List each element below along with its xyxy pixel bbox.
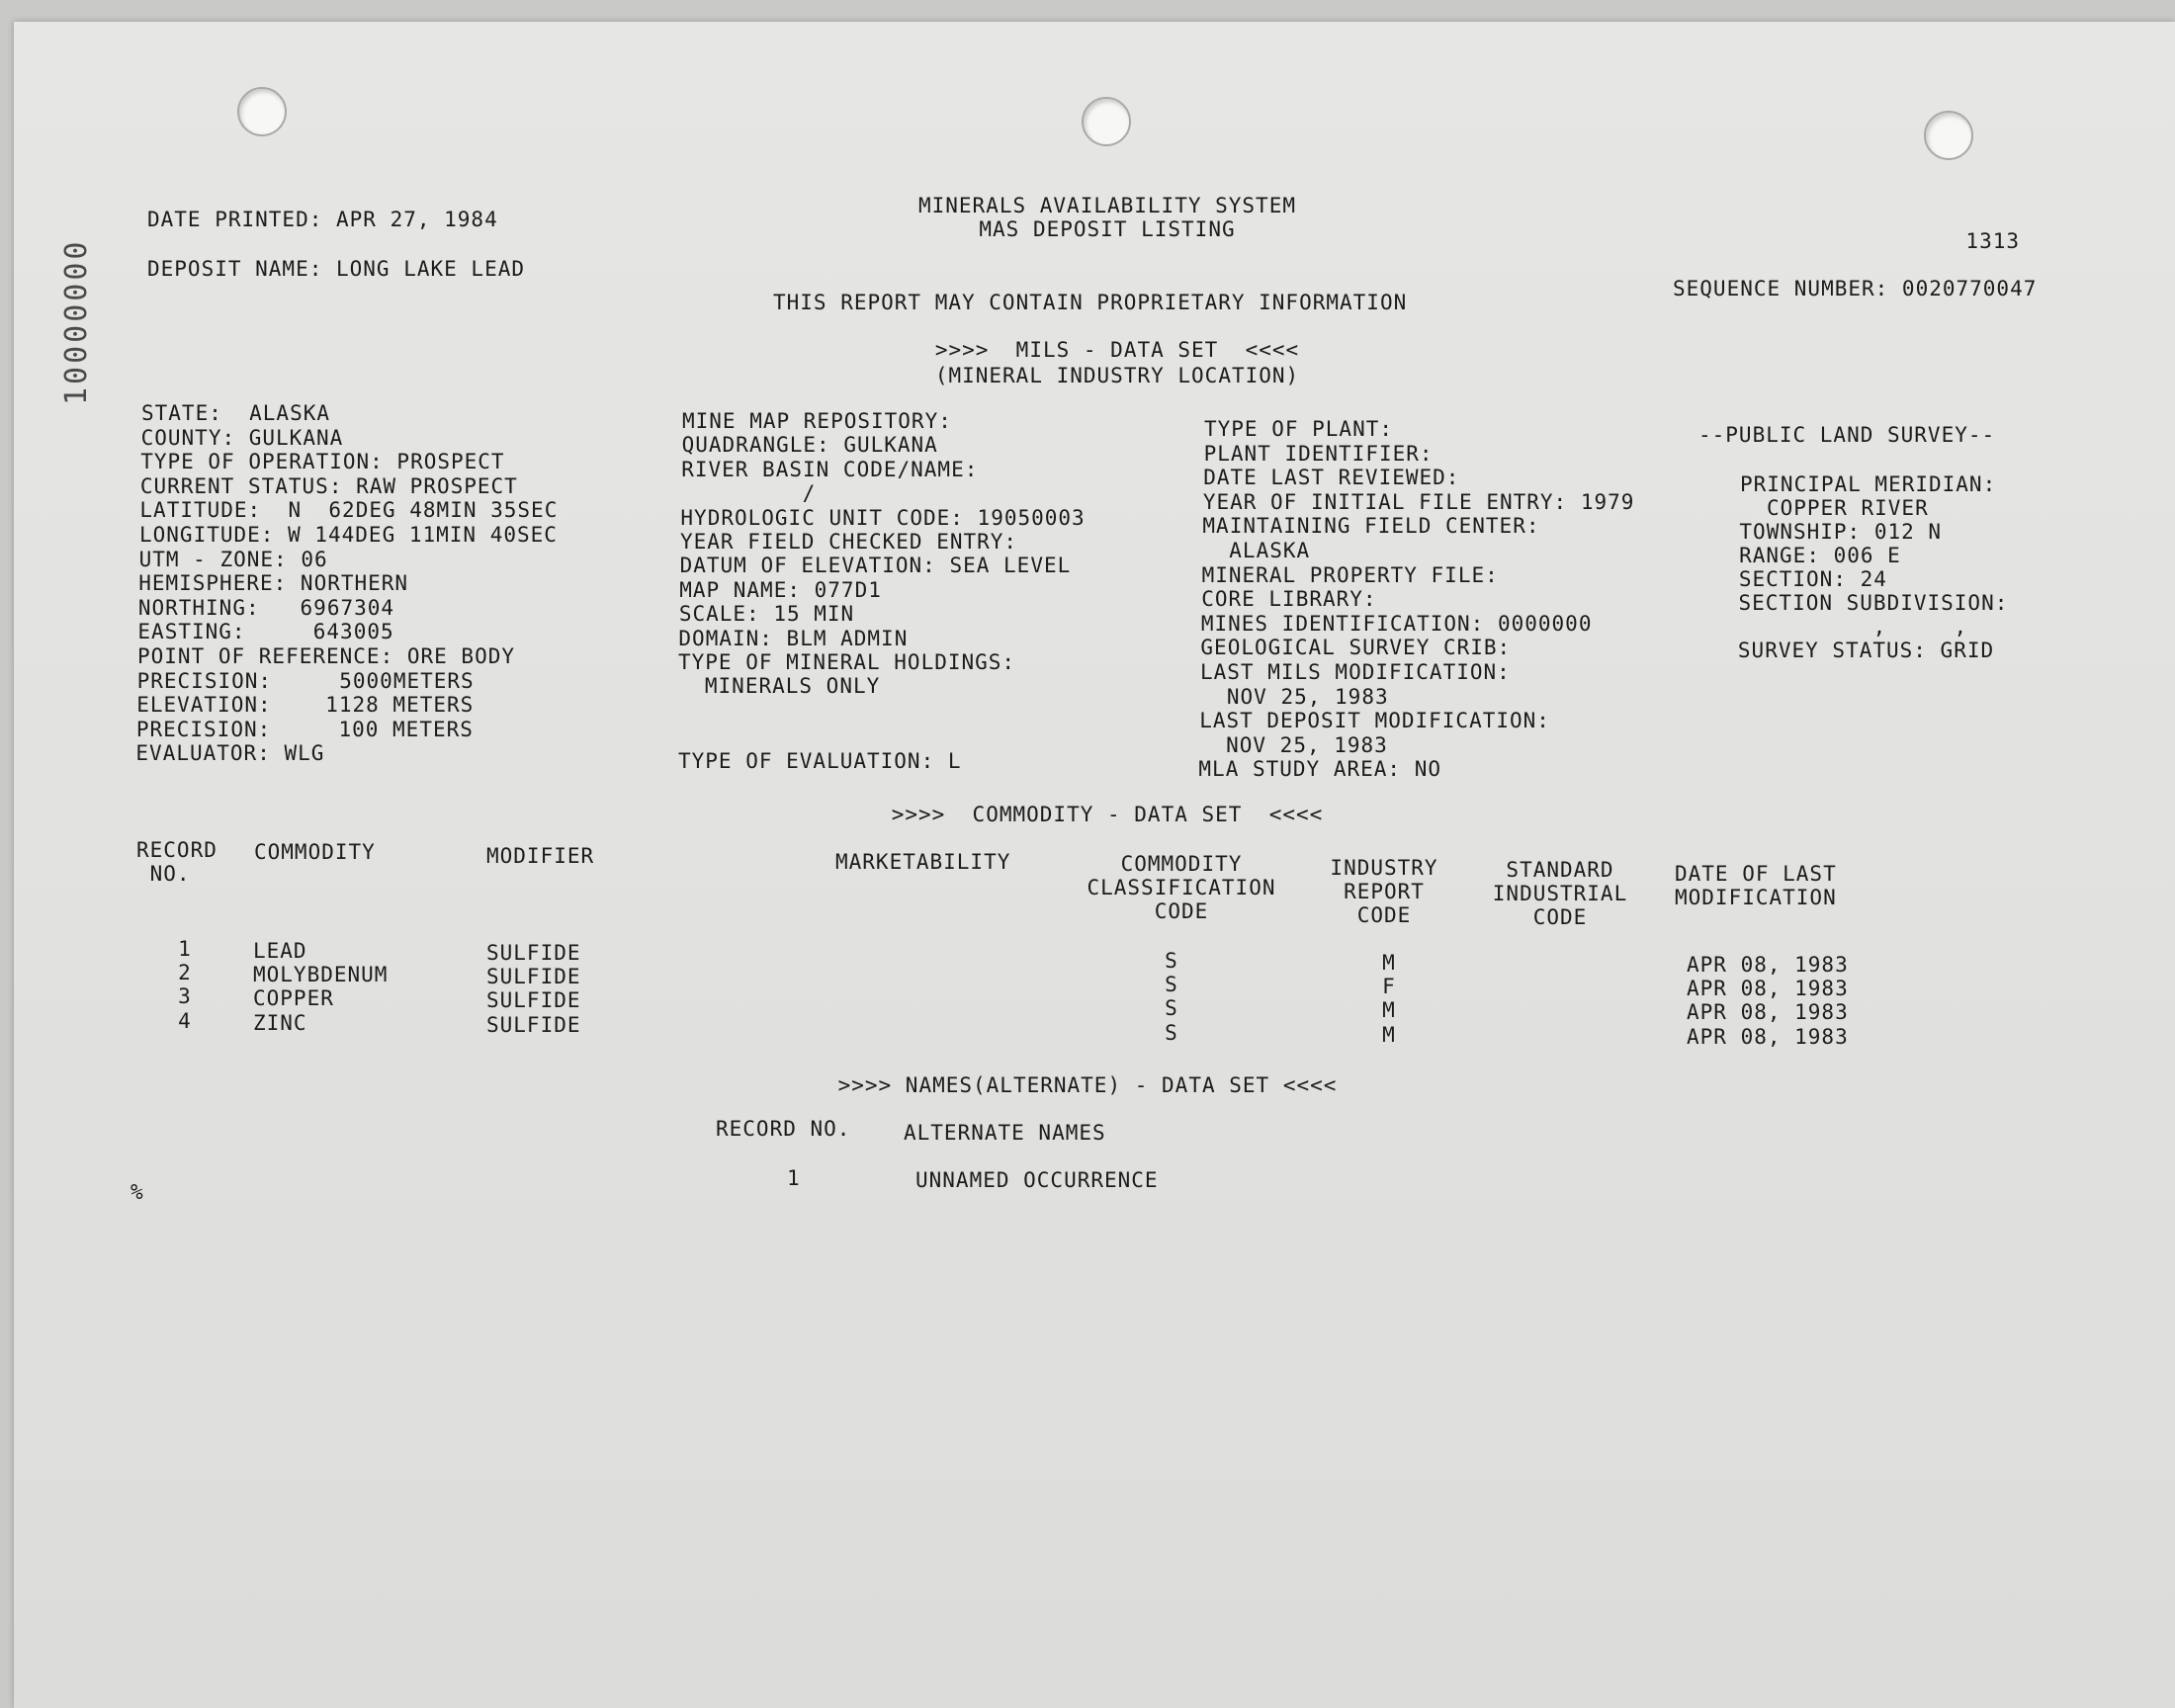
location-field: COUNTY: GULKANA <box>140 425 344 450</box>
commodity-cell: ZINC <box>253 1010 307 1035</box>
map-field: YEAR FIELD CHECKED ENTRY: <box>680 530 1018 554</box>
land-survey-field: PRINCIPAL MERIDIAN: <box>1740 472 1997 496</box>
land-survey-field: SECTION: 24 <box>1738 567 1887 591</box>
file-field: MAINTAINING FIELD CENTER: <box>1202 514 1540 539</box>
file-field: GEOLOGICAL SURVEY CRIB: <box>1200 636 1512 660</box>
map-field: DOMAIN: BLM ADMIN <box>678 626 909 650</box>
edge-code: 10000000 <box>59 238 94 405</box>
classification-cell: S <box>1165 1020 1178 1045</box>
commodity-cell: LEAD <box>253 939 307 963</box>
industry-report-cell: F <box>1382 975 1396 999</box>
map-field: RIVER BASIN CODE/NAME: <box>681 457 979 481</box>
file-field: ALASKA <box>1202 539 1311 562</box>
page-number: 1313 <box>1965 229 2020 253</box>
map-field: QUADRANGLE: GULKANA <box>681 433 938 458</box>
location-field: LATITUDE: N 62DEG 48MIN 35SEC <box>139 498 559 523</box>
footer-mark: % <box>130 1180 144 1204</box>
file-field: LAST MILS MODIFICATION: <box>1200 660 1511 684</box>
listing-title: MAS DEPOSIT LISTING <box>979 217 1236 241</box>
header-commodity: COMMODITY <box>254 840 376 864</box>
header-industry-report: INDUSTRY REPORT CODE <box>1330 856 1438 927</box>
date-last-mod-cell: APR 08, 1983 <box>1687 1024 1849 1049</box>
proprietary-notice: THIS REPORT MAY CONTAIN PROPRIETARY INFORMATION <box>773 291 1408 314</box>
deposit-name: DEPOSIT NAME: LONG LAKE LEAD <box>147 257 526 281</box>
mils-subheading: (MINERAL INDUSTRY LOCATION) <box>934 364 1300 387</box>
location-field: EVALUATOR: WLG <box>135 741 325 766</box>
commodity-cell: COPPER <box>253 986 334 1011</box>
map-field: TYPE OF MINERAL HOLDINGS: <box>678 650 1016 674</box>
location-field: TYPE OF OPERATION: PROSPECT <box>140 450 505 474</box>
land-survey-heading: --PUBLIC LAND SURVEY-- <box>1698 423 1996 447</box>
punch-hole <box>1082 97 1131 146</box>
system-title: MINERALS AVAILABILITY SYSTEM <box>917 194 1296 217</box>
mils-heading: >>>> MILS - DATA SET <<<< <box>934 338 1300 362</box>
header-classification: COMMODITY CLASSIFICATION CODE <box>1087 852 1276 923</box>
location-field: NORTHING: 6967304 <box>137 595 395 620</box>
map-field: MINERALS ONLY <box>677 674 881 699</box>
location-field: CURRENT STATUS: RAW PROSPECT <box>139 473 518 498</box>
commodity-cell: MOLYBDENUM <box>253 963 389 987</box>
location-field: ELEVATION: 1128 METERS <box>136 693 475 718</box>
names-header-record: RECORD NO. <box>716 1117 851 1141</box>
file-field: MLA STUDY AREA: NO <box>1198 757 1441 782</box>
modifier-cell: SULFIDE <box>486 988 581 1013</box>
header-sic: STANDARD INDUSTRIAL CODE <box>1492 858 1628 929</box>
alternate-name-cell: UNNAMED OCCURRENCE <box>915 1168 1159 1192</box>
punch-hole <box>237 87 287 136</box>
header-date-last-mod: DATE OF LAST MODIFICATION <box>1675 862 1837 909</box>
record-no-cell: 1 <box>178 937 192 961</box>
land-survey-field: RANGE: 006 E <box>1739 544 1901 567</box>
classification-cell: S <box>1165 949 1178 973</box>
type-of-evaluation: TYPE OF EVALUATION: L <box>678 749 962 773</box>
names-header-alternate: ALTERNATE NAMES <box>904 1121 1106 1145</box>
modifier-cell: SULFIDE <box>486 1012 581 1037</box>
file-field: TYPE OF PLANT: <box>1204 417 1394 441</box>
land-survey-field: TOWNSHIP: 012 N <box>1739 520 1943 544</box>
header-marketability: MARKETABILITY <box>835 850 1011 874</box>
modifier-cell: SULFIDE <box>486 965 581 989</box>
date-printed: DATE PRINTED: APR 27, 1984 <box>147 208 498 231</box>
map-field: MAP NAME: 077D1 <box>679 577 882 602</box>
file-field: PLANT IDENTIFIER: <box>1203 441 1434 466</box>
names-heading: >>>> NAMES(ALTERNATE) - DATA SET <<<< <box>837 1073 1338 1097</box>
map-field: DATUM OF ELEVATION: SEA LEVEL <box>679 554 1072 578</box>
date-last-mod-cell: APR 08, 1983 <box>1687 977 1849 1001</box>
record-no-cell: 4 <box>178 1008 192 1033</box>
record-no-cell: 3 <box>178 984 192 1009</box>
file-field: LAST DEPOSIT MODIFICATION: <box>1199 709 1550 733</box>
file-field: CORE LIBRARY: <box>1201 587 1377 612</box>
date-last-mod-cell: APR 08, 1983 <box>1687 953 1849 977</box>
location-field: EASTING: 643005 <box>137 620 394 644</box>
location-field: POINT OF REFERENCE: ORE BODY <box>137 644 516 668</box>
record-no-cell: 2 <box>178 961 192 985</box>
land-survey-field: SECTION SUBDIVISION: <box>1738 591 2009 615</box>
classification-cell: S <box>1165 996 1178 1021</box>
file-field: NOV 25, 1983 <box>1198 732 1388 757</box>
file-field: YEAR OF INITIAL FILE ENTRY: 1979 <box>1202 489 1635 514</box>
location-field: LONGITUDE: W 144DEG 11MIN 40SEC <box>139 523 558 547</box>
map-field: HYDROLOGIC UNIT CODE: 19050003 <box>680 505 1086 530</box>
punch-hole <box>1924 111 1973 160</box>
map-field: MINE MAP REPOSITORY: <box>682 409 952 433</box>
land-survey-field: SURVEY STATUS: GRID <box>1737 639 1995 662</box>
location-field: PRECISION: 5000METERS <box>136 668 475 693</box>
file-field: MINES IDENTIFICATION: 0000000 <box>1200 611 1593 636</box>
classification-cell: S <box>1165 973 1178 997</box>
date-last-mod-cell: APR 08, 1983 <box>1687 1000 1849 1025</box>
land-survey-field: COPPER RIVER <box>1739 496 1929 520</box>
file-field: MINERAL PROPERTY FILE: <box>1201 562 1499 587</box>
modifier-cell: SULFIDE <box>486 941 581 965</box>
industry-report-cell: M <box>1382 1022 1396 1047</box>
file-field: DATE LAST REVIEWED: <box>1203 466 1460 490</box>
industry-report-cell: M <box>1382 951 1396 975</box>
location-field: UTM - ZONE: 06 <box>138 547 328 571</box>
map-field: / <box>680 481 817 506</box>
names-record-no-cell: 1 <box>787 1166 801 1190</box>
location-field: PRECISION: 100 METERS <box>135 717 474 741</box>
land-survey-field: , , <box>1738 615 1968 639</box>
sequence-number: SEQUENCE NUMBER: 0020770047 <box>1673 277 2038 300</box>
commodity-heading: >>>> COMMODITY - DATA SET <<<< <box>891 803 1324 826</box>
header-record-no: RECORD NO. <box>136 838 218 886</box>
header-modifier: MODIFIER <box>486 844 595 868</box>
location-field: HEMISPHERE: NORTHERN <box>138 571 409 596</box>
industry-report-cell: M <box>1382 998 1396 1023</box>
map-field: SCALE: 15 MIN <box>678 602 855 627</box>
file-field: NOV 25, 1983 <box>1199 684 1389 709</box>
location-field: STATE: ALASKA <box>141 401 331 425</box>
